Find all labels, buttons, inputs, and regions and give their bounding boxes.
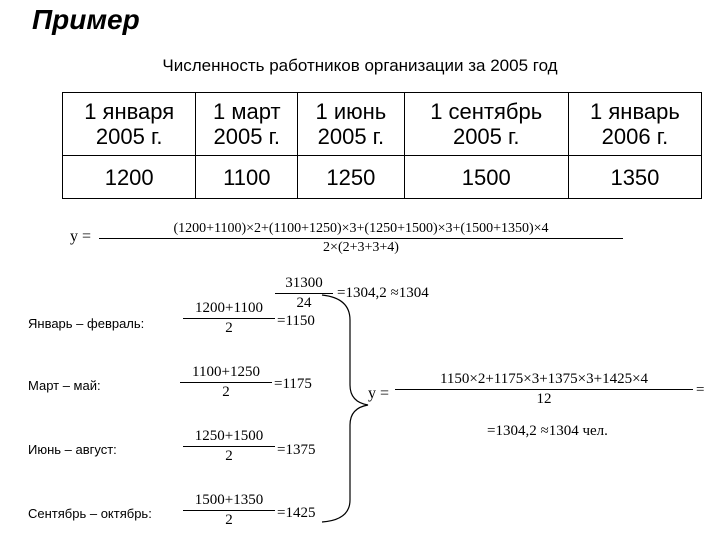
header-line: 2006 г. bbox=[601, 124, 669, 149]
period-numerator: 1100+1250 bbox=[192, 364, 260, 380]
period-label: Январь – февраль: bbox=[28, 316, 145, 331]
header-line: 2005 г. bbox=[452, 124, 520, 149]
period-numerator: 1250+1500 bbox=[194, 428, 264, 444]
table-cell: 1350 bbox=[568, 156, 701, 199]
period-denominator: 2 bbox=[225, 320, 233, 336]
table-cell: 1500 bbox=[404, 156, 568, 199]
period-denominator: 2 bbox=[225, 448, 233, 464]
header-line: 2005 г. bbox=[317, 124, 385, 149]
final-formula-numerator: 1150×2+1175×3+1375×3+1425×4 bbox=[439, 371, 649, 387]
period-numerator: 1200+1100 bbox=[195, 300, 263, 316]
header-line: 1 сентябрь bbox=[430, 99, 543, 124]
header-line: 2005 г. bbox=[213, 124, 281, 149]
final-formula-fraction bbox=[395, 371, 693, 408]
table-cell: 1200 bbox=[63, 156, 196, 199]
main-result-denominator: 24 bbox=[296, 295, 312, 311]
period-result: =1175 bbox=[274, 376, 312, 392]
period-result: =1375 bbox=[277, 442, 316, 458]
main-result-value: =1304,2 ≈1304 bbox=[337, 285, 429, 301]
mean-symbol-final: y = bbox=[368, 385, 390, 402]
header-line: 1 июнь bbox=[315, 99, 387, 124]
header-line: 1 января bbox=[84, 99, 175, 124]
main-result-numerator: 31300 bbox=[285, 275, 323, 291]
page-title: Пример bbox=[32, 4, 140, 35]
period-result: =1150 bbox=[277, 313, 315, 329]
final-result: =1304,2 ≈1304 чел. bbox=[487, 423, 608, 439]
period-label: Сентябрь – октябрь: bbox=[28, 506, 152, 521]
header-line: 1 январь bbox=[590, 99, 680, 124]
period-label: Июнь – август: bbox=[28, 442, 117, 457]
final-equals-sign: = bbox=[696, 382, 705, 398]
fraction-bar bbox=[395, 389, 693, 390]
period-numerator: 1500+1350 bbox=[194, 492, 264, 508]
period-denominator: 2 bbox=[222, 384, 230, 400]
table-cell: 1100 bbox=[196, 156, 298, 199]
table-cell: 1250 bbox=[298, 156, 404, 199]
mean-symbol-main: y = bbox=[70, 228, 92, 245]
main-formula-numerator: (1200+1100)×2+(1100+1250)×3+(1250+1500)×3+(1500+1350)×4 bbox=[173, 221, 549, 236]
header-line: 2005 г. bbox=[95, 124, 163, 149]
period-label: Март – май: bbox=[28, 378, 101, 393]
table-caption: Численность работников организации за 2005 год bbox=[162, 56, 558, 75]
period-result: =1425 bbox=[277, 505, 316, 521]
header-line: 1 март bbox=[213, 99, 281, 124]
final-formula-denominator: 12 bbox=[536, 391, 552, 407]
period-denominator: 2 bbox=[225, 512, 233, 528]
main-formula-denominator: 2×(2+3+3+4) bbox=[323, 240, 399, 255]
